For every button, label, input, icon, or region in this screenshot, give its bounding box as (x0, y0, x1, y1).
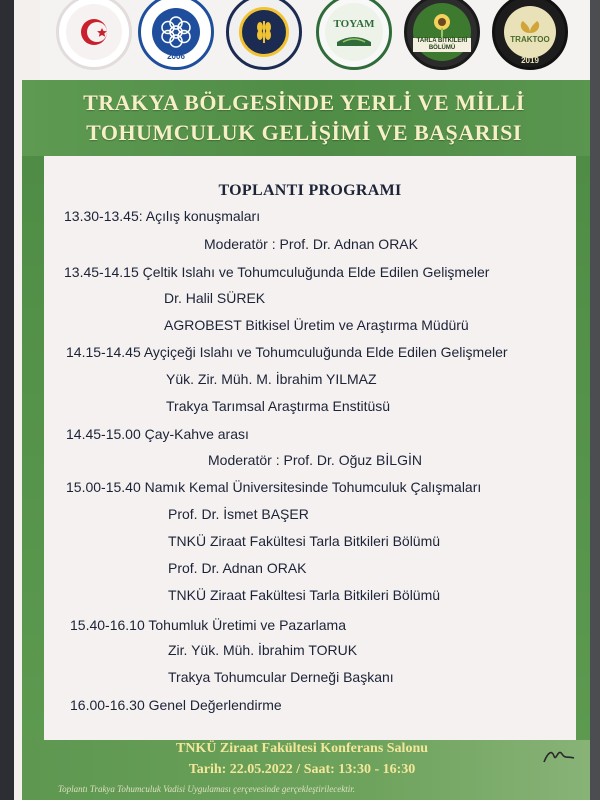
program-line: 15.40-16.10 Tohumluk Üretimi ve Pazarlama (70, 617, 346, 633)
program-line: 14.45-15.00 Çay-Kahve arası (66, 426, 249, 442)
toyam-logo (316, 0, 392, 70)
flower-emblem-icon (156, 12, 196, 52)
field-icon (337, 30, 371, 46)
program-heading: TOPLANTI PROGRAMI (218, 182, 402, 199)
leaf-icon (515, 19, 545, 35)
program-line: Trakya Tarımsal Araştırma Enstitüsü (166, 398, 391, 414)
program-line: Prof. Dr. Adnan ORAK (168, 560, 307, 576)
program-line: TNKÜ Ziraat Fakültesi Tarla Bitkileri Bölümü (168, 533, 441, 549)
program-line: TNKÜ Ziraat Fakültesi Tarla Bitkileri Bölümü (168, 587, 441, 603)
tarla-bitkileri-bolumu-logo (404, 0, 480, 70)
crescent-star-icon (72, 10, 116, 54)
program-line: 14.15-14.45 Ayçiçeği Islahı ve Tohumculuğunda Elde Edilen Gelişmeler (66, 344, 508, 360)
program-line: Trakya Tohumcular Derneği Başkanı (168, 669, 394, 685)
program-line: 15.00-15.40 Namık Kemal Üniversitesinde Tohumculuk Çalışmaları (66, 479, 482, 495)
program-line: 13.45-14.15 Çeltik Islahı ve Tohumculuğunda Elde Edilen Gelişmeler (64, 264, 490, 280)
traktoo-logo (492, 0, 568, 70)
ziraat-fakultesi-logo (226, 0, 302, 70)
event-title-line-2: TOHUMCULUK GELİŞİMİ VE BAŞARISI (86, 120, 522, 145)
left-green-border (22, 156, 44, 746)
program-line: Prof. Dr. İsmet BAŞER (168, 506, 309, 522)
traktoo-year: 2019 (521, 56, 539, 65)
wheat-icon (249, 17, 279, 47)
program-line: Zir. Yük. Müh. İbrahim TORUK (168, 642, 358, 658)
logo-strip (40, 0, 590, 80)
program-line: Dr. Halil SÜREK (164, 290, 266, 306)
toyam-logo-text: TOYAM (333, 18, 375, 30)
program-line: AGROBEST Bitkisel Üretim ve Araştırma Müdürü (164, 317, 469, 333)
event-title (44, 88, 564, 148)
right-green-border (576, 156, 590, 746)
namik-kemal-universitesi-logo (138, 0, 214, 70)
tarla-bitkileri-label: TARLA BİTKİLERİ BÖLÜMÜ (413, 38, 471, 52)
photo-left-edge (0, 0, 14, 800)
program-line: 13.30-13.45: Açılış konuşmaları (64, 208, 261, 224)
logo-year: 2006 (167, 52, 185, 61)
photo-right-edge (590, 0, 600, 800)
footer-note: Toplantı Trakya Tohumculuk Vadisi Uygulaması çerçevesinde gerçekleştirilecektir. (58, 784, 356, 794)
signature-icon (542, 744, 576, 768)
program-panel (44, 156, 576, 740)
event-title-line-1: TRAKYA BÖLGESİNDE YERLİ VE MİLLİ (83, 90, 525, 115)
footer-date: Tarih: 22.05.2022 / Saat: 13:30 - 16:30 (188, 762, 416, 777)
program-line: 16.00-16.30 Genel Değerlendirme (70, 697, 282, 713)
program-line: Moderatör : Prof. Dr. Oğuz BİLGİN (208, 452, 422, 468)
poster (14, 0, 590, 800)
traktoo-label: TRAKTOO (510, 35, 550, 44)
program-line: Moderatör : Prof. Dr. Adnan ORAK (204, 236, 418, 252)
sunflower-icon (422, 12, 462, 38)
program-line: Yük. Zir. Müh. M. İbrahim YILMAZ (166, 371, 377, 387)
footer-venue: TNKÜ Ziraat Fakültesi Konferans Salonu (175, 741, 429, 756)
tarim-bakanligi-logo (56, 0, 132, 70)
